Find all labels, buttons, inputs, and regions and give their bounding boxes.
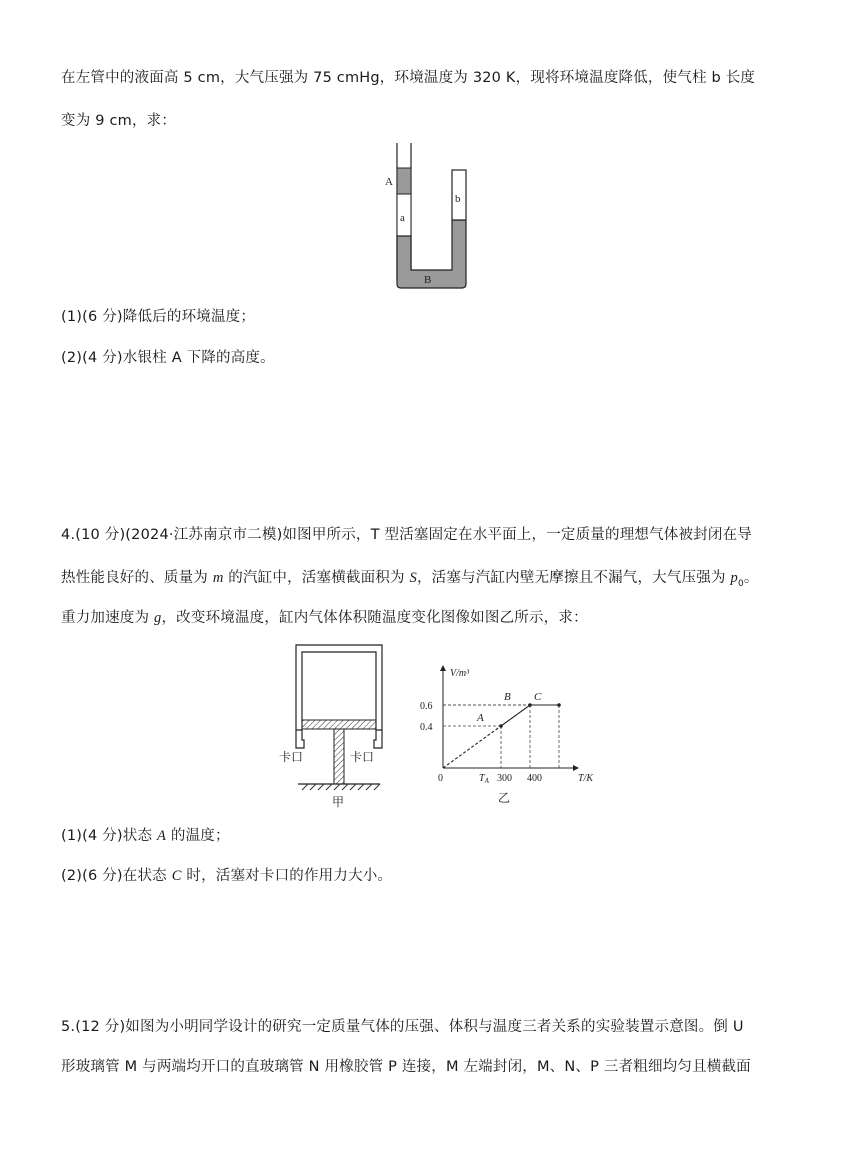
x-tick-TA: $T_A$ [479, 773, 489, 785]
x-axis-label: T/K [578, 773, 594, 784]
x-tick-400: 400 [527, 773, 542, 784]
x-tick-300: 300 [497, 773, 512, 784]
v-t-chart [420, 660, 594, 810]
p3-text-line-2: 变为 9 cm，求： [61, 113, 177, 129]
point-B [528, 703, 532, 707]
p4-text-line-1: 4.(10 分)(2024·江苏南京市二模)如图甲所示，T 型活塞固定在水平面上，一定质量的理想气体被封闭在导 [61, 527, 752, 543]
origin-label: 0 [438, 773, 443, 784]
point-C [557, 703, 561, 707]
p5-text-line-2: 形玻璃管 M 与两端均开口的直玻璃管 N 用橡胶管 P 连接，M 左端封闭，M、N、P 三者粗细均匀且横截面 [61, 1059, 751, 1075]
label-A: A [385, 176, 393, 188]
series-line-0 [443, 726, 501, 768]
p3-text-line-1: 在左管中的液面高 5 cm，大气压强为 75 cmHg，环境温度为 320 K，现将环境温度降低，使气柱 b 长度 [61, 70, 756, 86]
right-stop-label: 卡口 [350, 750, 375, 764]
label-a: a [400, 212, 405, 224]
label-B: B [424, 274, 432, 286]
point-B-label: B [504, 691, 511, 703]
point-C-label: C [534, 691, 542, 703]
p4-text-line-2: 热性能良好的、质量为 m 的汽缸中，活塞横截面积为 S，活塞与汽缸内壁无摩擦且不漏气，大气压强为 $p_0$。 [61, 570, 759, 589]
fig-jia-caption: 甲 [332, 795, 345, 809]
u-tube-figure [380, 140, 480, 292]
y-axis-label: V/m³ [450, 668, 470, 679]
p4-text-line-3: 重力加速度为 g，改变环境温度，缸内气体体积随温度变化图像如图乙所示，求： [61, 610, 588, 626]
point-A-label: A [477, 712, 484, 724]
p4-question-1: (1)(4 分)状态 A 的温度； [61, 828, 230, 844]
fig-yi-caption: 乙 [498, 791, 511, 805]
y-tick-0.4: 0.4 [420, 722, 433, 733]
point-A [499, 724, 503, 728]
label-b: b [455, 193, 461, 205]
p3-question-1: (1)(6 分)降低后的环境温度； [61, 309, 256, 325]
p4-question-2: (2)(6 分)在状态 C 时，活塞对卡口的作用力大小。 [61, 868, 393, 884]
left-stop-label: 卡口 [279, 750, 304, 764]
cylinder-figure [276, 640, 406, 810]
y-tick-0.6: 0.6 [420, 701, 433, 712]
p5-text-line-1: 5.(12 分)如图为小明同学设计的研究一定质量气体的压强、体积与温度三者关系的实验装置示意图。倒 U [61, 1019, 744, 1035]
p3-question-2: (2)(4 分)水银柱 A 下降的高度。 [61, 350, 275, 366]
